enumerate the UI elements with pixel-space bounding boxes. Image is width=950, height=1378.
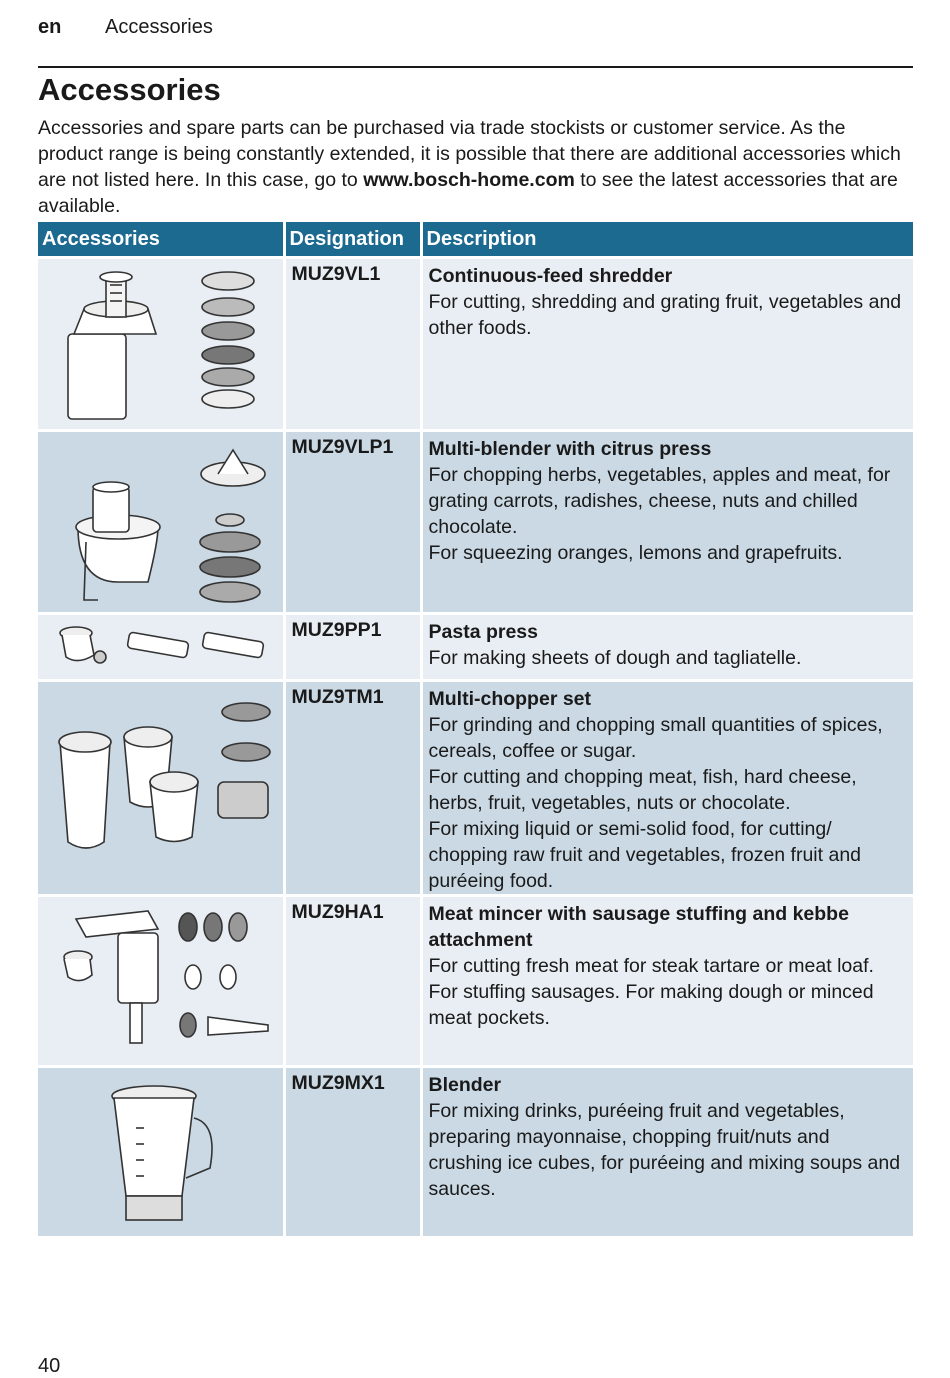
- continuous-feed-shredder-illustration: [38, 258, 284, 431]
- multi-chopper-set-illustration: [38, 681, 284, 896]
- description-line: For grinding and chopping small quantities of spices, cereals, coffee or sugar.: [428, 714, 883, 762]
- blender-illustration: [38, 1067, 284, 1236]
- table-header-row: [38, 222, 913, 258]
- table-row: [38, 258, 913, 431]
- accessories-table: [38, 222, 913, 1236]
- product-title: Pasta press: [428, 621, 538, 643]
- page-number: 40: [38, 1355, 61, 1377]
- description-line: For mixing liquid or semi-solid food, for cutting/ chopping raw fruit and vegetables, frozen fruit and puréeing food.: [428, 818, 862, 892]
- description-cell: [421, 431, 913, 614]
- designation-code: MUZ9MX1: [284, 1067, 421, 1236]
- designation-code: MUZ9HA1: [284, 896, 421, 1067]
- table-row: [38, 681, 913, 896]
- description-line: For making sheets of dough and tagliatelle.: [428, 647, 802, 669]
- section-name: Accessories: [105, 16, 213, 38]
- header-rule: [38, 66, 913, 68]
- product-title: Meat mincer with sausage stuffing and kebbe attachment: [428, 903, 849, 951]
- designation-code: MUZ9TM1: [284, 681, 421, 896]
- designation-code: MUZ9VLP1: [284, 431, 421, 614]
- multi-blender-citrus-press-illustration: [38, 431, 284, 614]
- description-line: For chopping herbs, vegetables, apples and meat, for grating carrots, radishes, cheese, nuts and chilled chocolate.: [428, 464, 891, 538]
- intro-paragraph: [38, 115, 913, 219]
- description-cell: [421, 614, 913, 681]
- designation-code: MUZ9PP1: [284, 614, 421, 681]
- column-header-accessories: Accessories: [38, 222, 284, 258]
- designation-code: MUZ9VL1: [284, 258, 421, 431]
- table-row: [38, 896, 913, 1067]
- website-link[interactable]: www.bosch-home.com: [363, 169, 575, 191]
- column-header-designation: Designation: [284, 222, 421, 258]
- description-cell: [421, 896, 913, 1067]
- running-header: [38, 16, 213, 39]
- column-header-description: Description: [421, 222, 913, 258]
- table-row: [38, 614, 913, 681]
- table-row: [38, 431, 913, 614]
- meat-mincer-illustration: [38, 896, 284, 1067]
- product-title: Blender: [428, 1074, 502, 1096]
- description-line: For cutting and chopping meat, fish, hard cheese, herbs, fruit, vegetables, nuts or chocolate.: [428, 766, 857, 814]
- description-cell: [421, 681, 913, 896]
- language-code: en: [38, 16, 62, 38]
- product-title: Continuous-feed shredder: [428, 265, 673, 287]
- page-title: Accessories: [38, 72, 221, 107]
- intro-text-1: Accessories and spare parts can be purchased via trade stockists or customer service. As the product range is being constantly extended, it is possible that there are additional accessories which are not listed here. In this case, go to: [38, 117, 901, 191]
- product-title: Multi-blender with citrus press: [428, 438, 712, 460]
- description-line: For cutting fresh meat for steak tartare or meat loaf. For stuffing sausages. For making dough or minced meat pockets.: [428, 955, 874, 1029]
- description-cell: [421, 1067, 913, 1236]
- description-line: For squeezing oranges, lemons and grapefruits.: [428, 542, 843, 564]
- pasta-press-illustration: [38, 614, 284, 681]
- product-title: Multi-chopper set: [428, 688, 592, 710]
- intro-text-2: to see the latest accessories that are available.: [38, 169, 898, 217]
- table-row: [38, 1067, 913, 1236]
- description-line: For mixing drinks, puréeing fruit and vegetables, preparing mayonnaise, chopping fruit/nuts and crushing ice cubes, for puréeing and mixing soups and sauces.: [428, 1100, 901, 1200]
- description-line: For cutting, shredding and grating fruit, vegetables and other foods.: [428, 291, 902, 339]
- description-cell: [421, 258, 913, 431]
